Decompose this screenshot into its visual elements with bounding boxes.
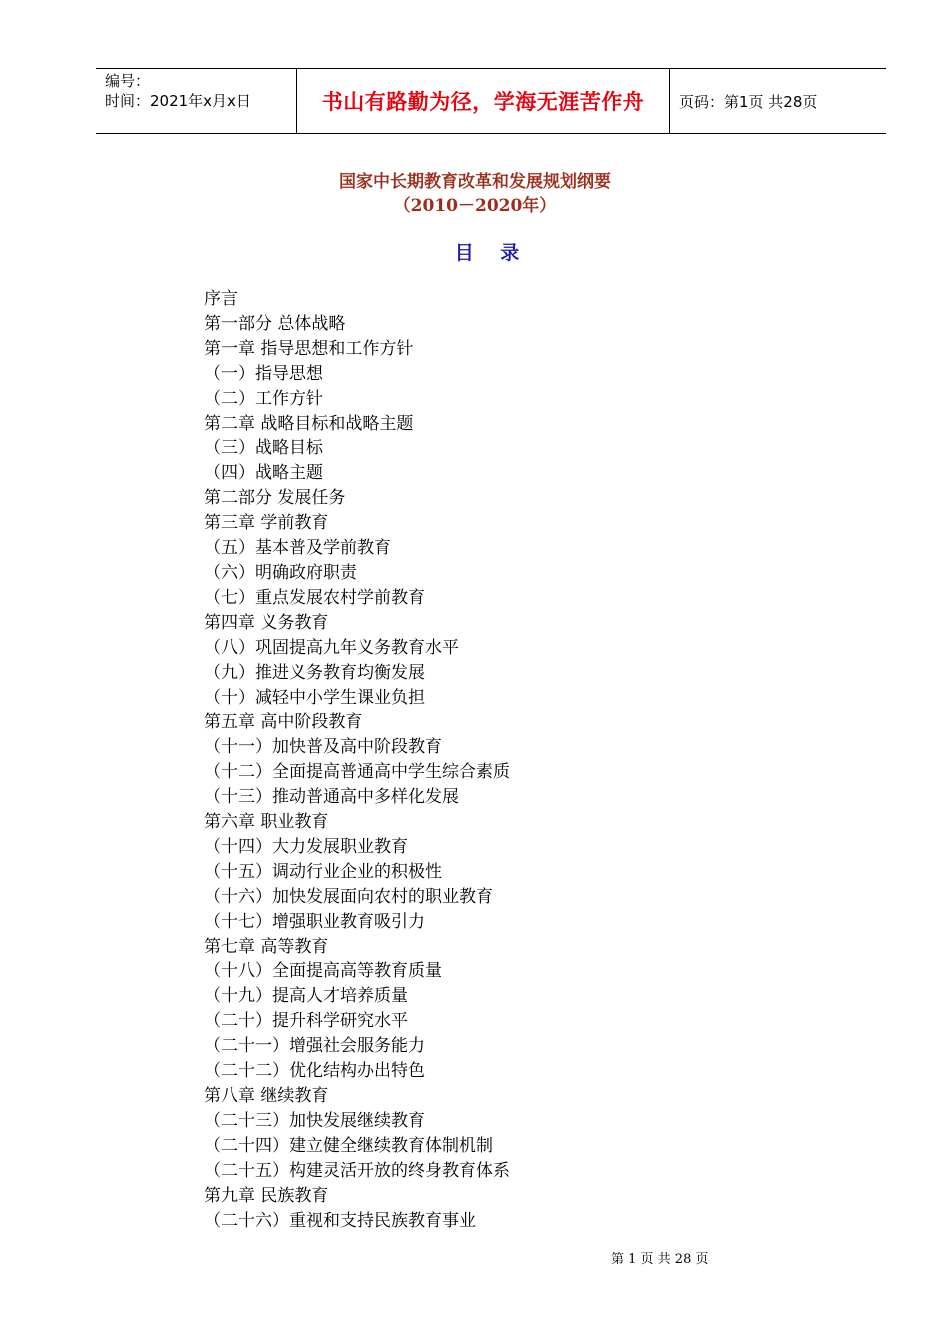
toc-entry: 第八章 继续教育 (204, 1086, 329, 1106)
toc-entry: （十九）提高人才培养质量 (204, 986, 408, 1007)
header-motto-cell (297, 69, 670, 133)
toc-entry: （九）推进义务教育均衡发展 (204, 662, 425, 683)
toc-entry: （二十五）构建灵活开放的终身教育体系 (204, 1160, 510, 1181)
toc-entry: 第六章 职业教育 (204, 812, 329, 833)
toc-entry: （一）指导思想 (204, 363, 323, 384)
header-page-info: 页码：第1页 共28页 (679, 92, 818, 111)
toc-entry: 第五章 高中阶段教育 (204, 712, 363, 733)
toc-entry: （十四）大力发展职业教育 (204, 836, 408, 857)
table-of-contents (204, 287, 510, 1233)
toc-entry: （四）战略主题 (204, 463, 323, 484)
toc-entry: （十一）加快普及高中阶段教育 (204, 737, 442, 758)
toc-entry: 第三章 学前教育 (204, 513, 329, 534)
toc-entry: （十二）全面提高普通高中学生综合素质 (204, 762, 510, 783)
toc-entry: （十七）增强职业教育吸引力 (204, 911, 425, 932)
document-date: 时间：2021年x月x日 (105, 92, 251, 110)
toc-entry: 第二章 战略目标和战略主题 (204, 413, 414, 434)
toc-entry: 第一章 指导思想和工作方针 (204, 338, 414, 359)
toc-entry: 第二部分 发展任务 (204, 488, 346, 509)
toc-entry: （二十二）优化结构办出特色 (204, 1061, 425, 1082)
toc-entry: （八）巩固提高九年义务教育水平 (204, 637, 459, 658)
toc-entry: （十八）全面提高高等教育质量 (204, 961, 442, 982)
toc-heading: 目 录 (454, 242, 530, 264)
header-motto: 书山有路勤为径，学海无涯苦作舟 (321, 90, 645, 114)
document-title-block (0, 170, 950, 218)
toc-entry: （七）重点发展农村学前教育 (204, 587, 425, 608)
page-header (96, 68, 886, 134)
toc-entry: 第一部分 总体战略 (204, 313, 346, 334)
toc-entry: 第七章 高等教育 (204, 936, 329, 957)
document-subtitle: （2010－2020年） (393, 196, 557, 216)
header-page-cell (670, 69, 886, 133)
toc-entry: （十五）调动行业企业的积极性 (204, 861, 442, 882)
toc-entry: （十六）加快发展面向农村的职业教育 (204, 886, 493, 907)
toc-entry: （十）减轻中小学生课业负担 (204, 687, 425, 708)
toc-entry: （六）明确政府职责 (204, 562, 357, 583)
toc-entry: （二十四）建立健全继续教育体制机制 (204, 1135, 493, 1156)
toc-entry: （二）工作方针 (204, 388, 323, 409)
toc-entry: （五）基本普及学前教育 (204, 538, 391, 559)
toc-entry: （二十六）重视和支持民族教育事业 (204, 1210, 476, 1231)
toc-entry: （二十）提升科学研究水平 (204, 1011, 408, 1032)
toc-entry: 第四章 义务教育 (204, 612, 329, 633)
header-meta-cell (96, 69, 297, 133)
toc-entry: （二十一）增强社会服务能力 (204, 1036, 425, 1057)
document-title: 国家中长期教育改革和发展规划纲要 (339, 172, 611, 192)
page-footer: 第 1 页 共 28 页 (611, 1252, 709, 1267)
toc-entry: 第九章 民族教育 (204, 1185, 329, 1206)
toc-entry: （三）战略目标 (204, 438, 323, 459)
toc-entry: 序言 (204, 289, 238, 309)
document-number-label: 编号： (105, 72, 151, 90)
toc-entry: （二十三）加快发展继续教育 (204, 1110, 425, 1131)
toc-entry: （十三）推动普通高中多样化发展 (204, 787, 459, 808)
